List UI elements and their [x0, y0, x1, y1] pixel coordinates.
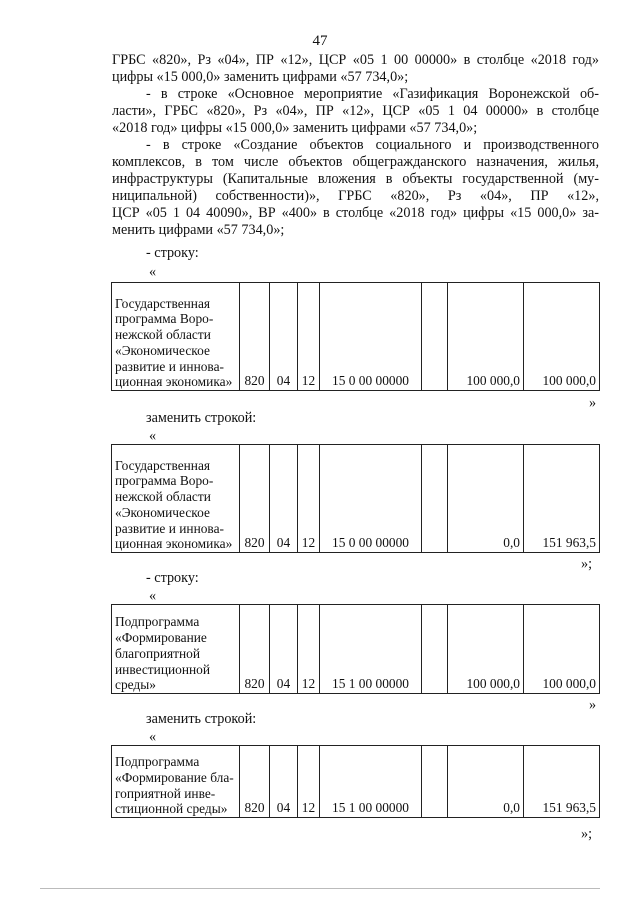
vr-cell	[422, 746, 448, 818]
value-2019-cell: 151 963,5	[524, 445, 600, 553]
value-2018-cell: 100 000,0	[448, 283, 524, 391]
open-quote: «	[149, 729, 157, 745]
text-line: ласти», ГРБС «820», Рз «04», ПР «12», ЦСР «05 1 04 00000» в столбце	[112, 103, 599, 119]
close-quote: »	[589, 697, 597, 713]
close-quote-semicolon: »;	[581, 556, 593, 572]
text-line: «2018 год» цифры «15 000,0» заменить цифрами «57 734,0»;	[112, 120, 478, 136]
budget-table-2	[111, 444, 600, 553]
text-line: ЦСР «05 1 04 40090», ВР «400» в столбце «2018 год» цифры «15 000,0» за-	[112, 205, 599, 221]
row-name-cell: Государственная программа Воро- нежской области «Экономическое развитие и иннова- ционная экономика»	[112, 445, 240, 553]
row-name-cell: Государственная программа Воро- нежской области «Экономическое развитие и иннова- ционная экономика»	[112, 283, 240, 391]
budget-table-1	[111, 282, 600, 391]
table-row	[112, 283, 600, 391]
value-2019-cell: 151 963,5	[524, 746, 600, 818]
rz-cell: 04	[270, 605, 298, 694]
label-zamenit: заменить строкой:	[146, 410, 257, 426]
grbs-cell: 820	[240, 605, 270, 694]
pr-cell: 12	[298, 605, 320, 694]
table-row	[112, 746, 600, 818]
text-line: - в строке «Создание объектов социального и производственного	[146, 137, 599, 153]
grbs-cell: 820	[240, 746, 270, 818]
open-quote: «	[149, 264, 157, 280]
csr-cell: 15 0 00 00000	[320, 283, 422, 391]
value-2019-cell: 100 000,0	[524, 605, 600, 694]
pr-cell: 12	[298, 746, 320, 818]
bottom-rule	[40, 888, 600, 889]
text-line: - в строке «Основное мероприятие «Газификация Воронежской об-	[146, 86, 599, 102]
rz-cell: 04	[270, 445, 298, 553]
value-2018-cell: 100 000,0	[448, 605, 524, 694]
text-line: инфраструктуры (Капитальные вложения в объекты государственной (му-	[112, 171, 599, 187]
row-name-cell: Подпрограмма «Формирование бла- гоприятной инве- стиционной среды»	[112, 746, 240, 818]
row-name-cell: Подпрограмма «Формирование благоприятной инвестиционной среды»	[112, 605, 240, 694]
text-line: комплексов, в том числе объектов общегражданского назначения, жилья,	[112, 154, 599, 170]
page-number: 47	[312, 33, 328, 49]
label-stroku: - строку:	[146, 245, 199, 261]
vr-cell	[422, 605, 448, 694]
value-2018-cell: 0,0	[448, 746, 524, 818]
open-quote: «	[149, 428, 157, 444]
close-quote: »	[589, 395, 597, 411]
value-2019-cell: 100 000,0	[524, 283, 600, 391]
table-row	[112, 445, 600, 553]
close-quote-semicolon: »;	[581, 826, 593, 842]
vr-cell	[422, 445, 448, 553]
intro-paragraph	[112, 52, 599, 239]
text-line: менить цифрами «57 734,0»;	[112, 222, 285, 238]
label-zamenit: заменить строкой:	[146, 711, 257, 727]
budget-table-3	[111, 604, 600, 694]
csr-cell: 15 1 00 00000	[320, 605, 422, 694]
text-line: ниципальной) собственности)», ГРБС «820», Рз «04», ПР «12»,	[112, 188, 599, 204]
budget-table-4	[111, 745, 600, 818]
vr-cell	[422, 283, 448, 391]
text-line: цифры «15 000,0» заменить цифрами «57 734,0»;	[112, 69, 409, 85]
pr-cell: 12	[298, 445, 320, 553]
pr-cell: 12	[298, 283, 320, 391]
table-row	[112, 605, 600, 694]
value-2018-cell: 0,0	[448, 445, 524, 553]
text-line: ГРБС «820», Рз «04», ПР «12», ЦСР «05 1 00 00000» в столбце «2018 год»	[112, 52, 599, 68]
open-quote: «	[149, 588, 157, 604]
csr-cell: 15 0 00 00000	[320, 445, 422, 553]
grbs-cell: 820	[240, 445, 270, 553]
rz-cell: 04	[270, 746, 298, 818]
label-stroku: - строку:	[146, 570, 199, 586]
csr-cell: 15 1 00 00000	[320, 746, 422, 818]
rz-cell: 04	[270, 283, 298, 391]
grbs-cell: 820	[240, 283, 270, 391]
